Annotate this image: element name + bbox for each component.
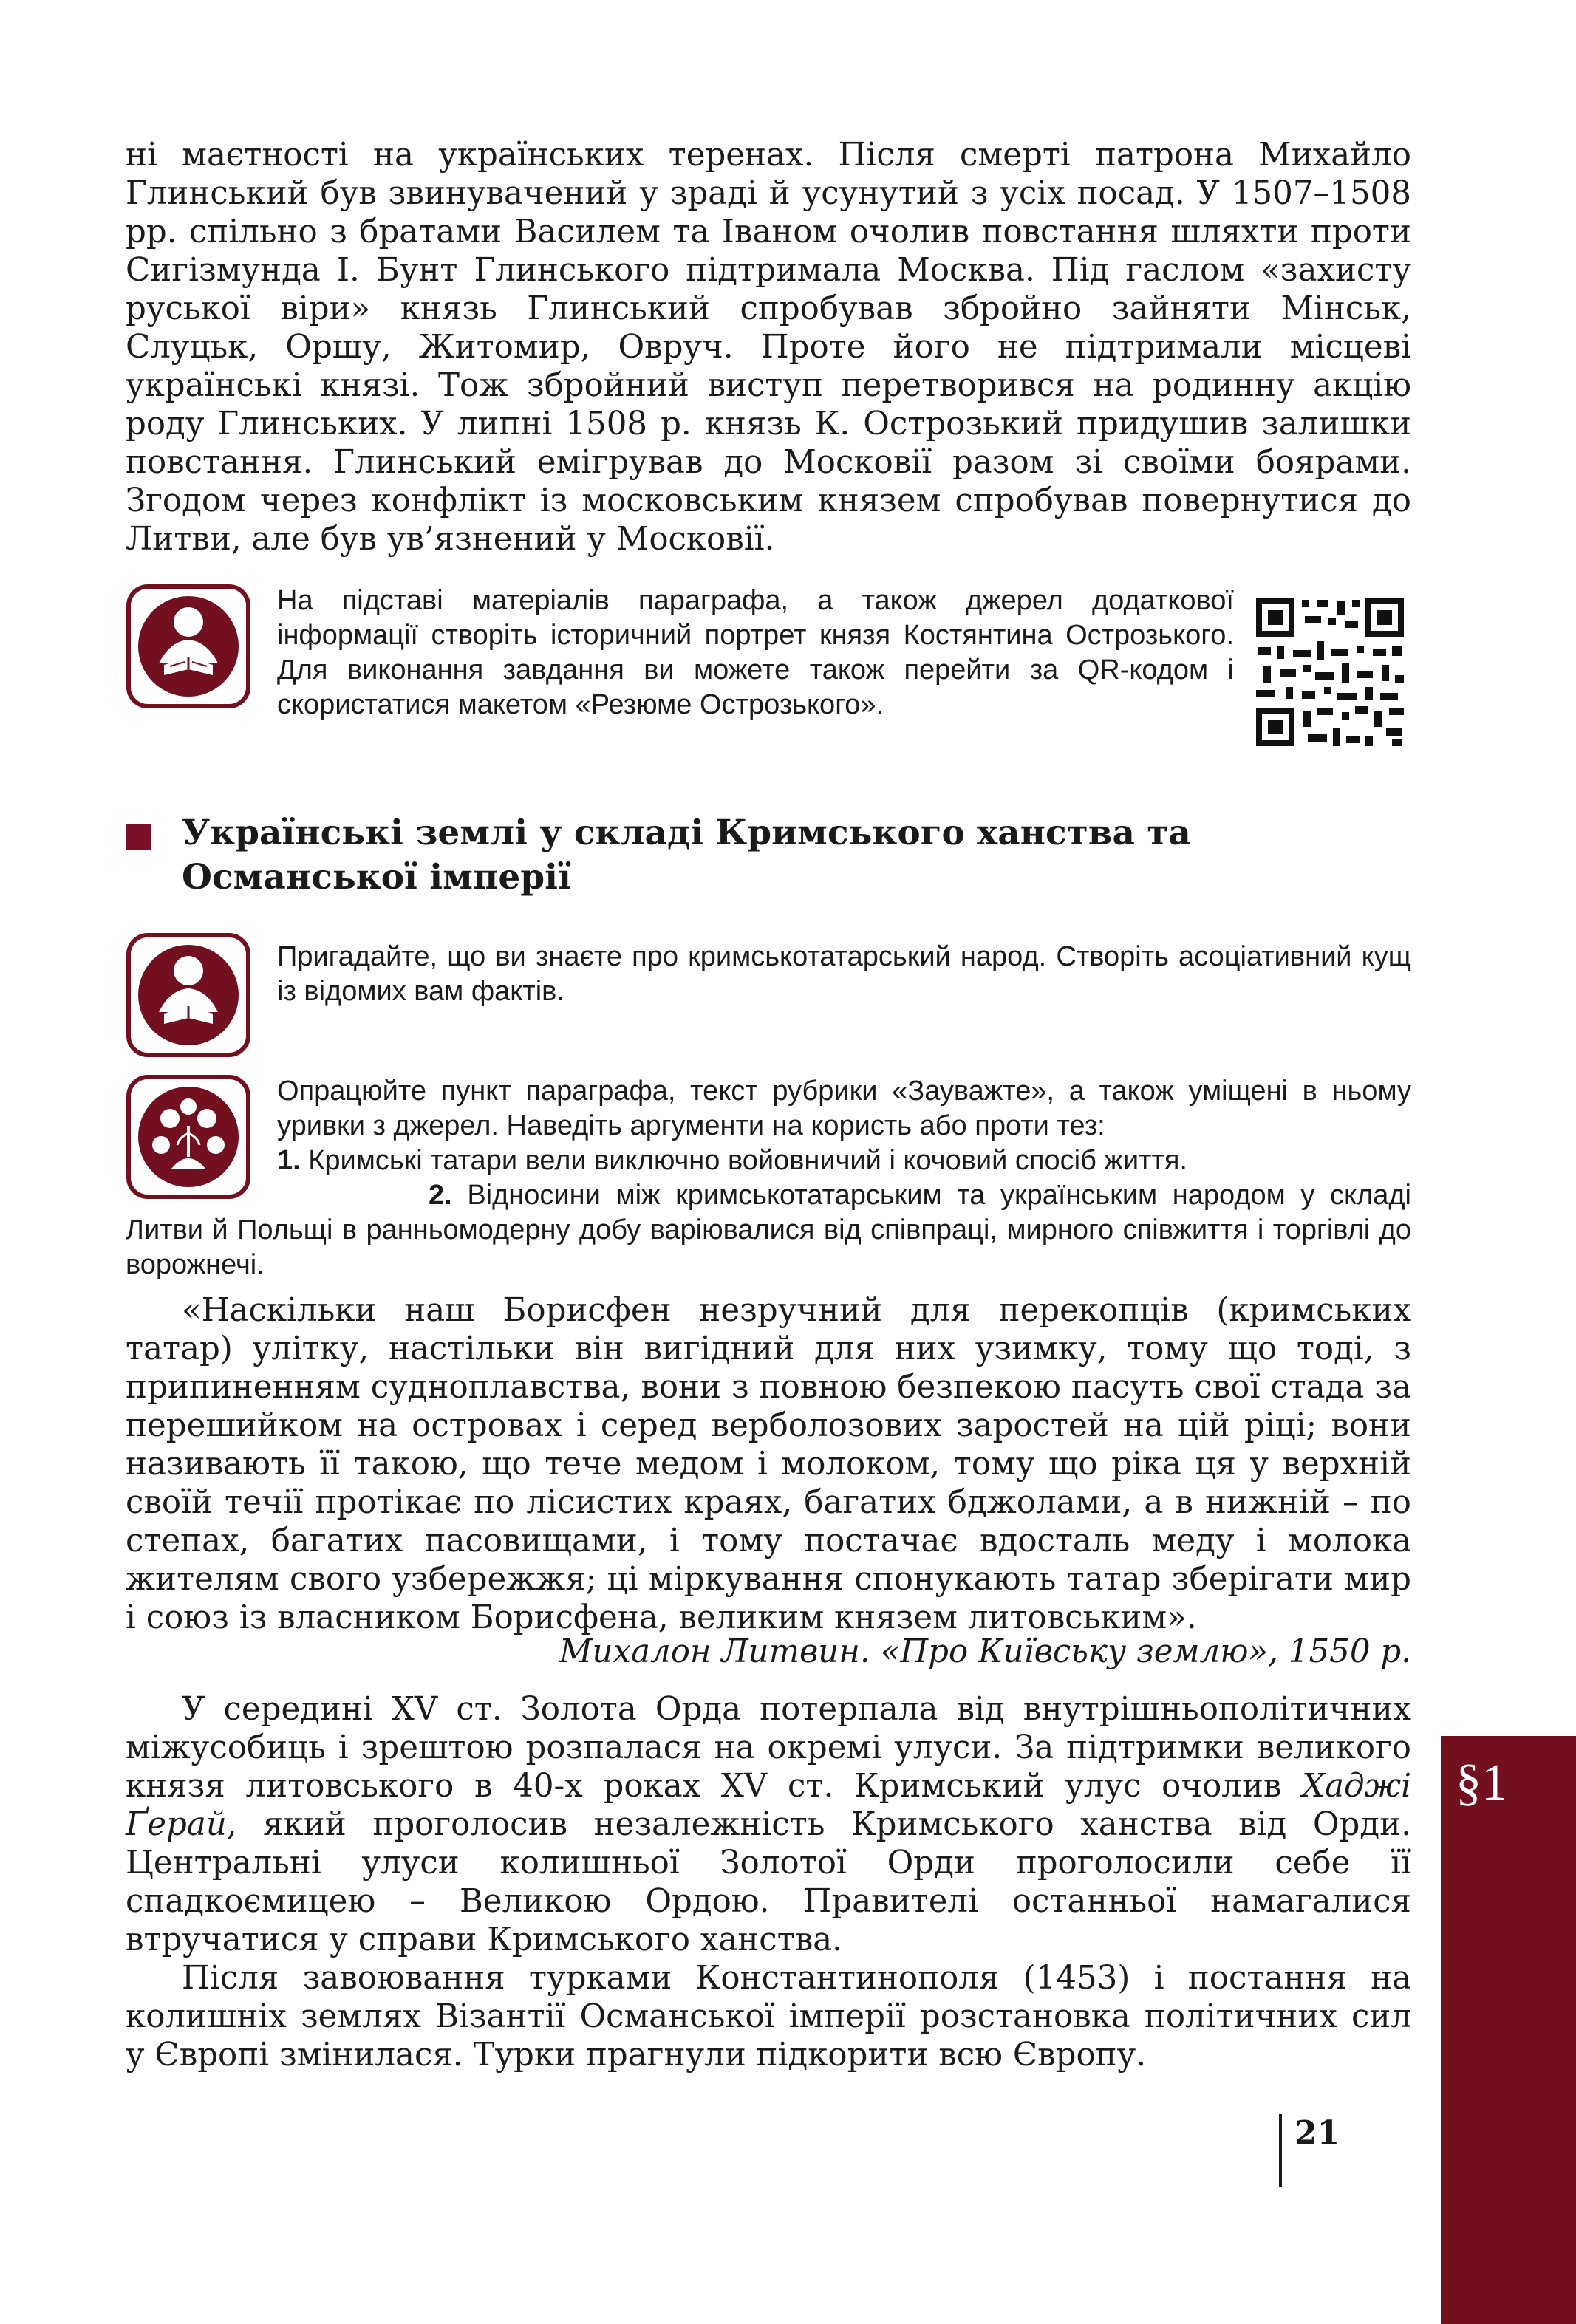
task-argue <box>126 1074 1411 1282</box>
source-quote-block <box>126 1291 1411 1637</box>
person-name-hadzhi-gerai: Хаджі Ґерай <box>126 1768 1411 1843</box>
intro-paragraph: ні маєтності на українських теренах. Після смерті патрона Михайло Глинський був звинувачений у зраді й усунутий з усіх посад. У 1507–1508 рр. спільно з братами Василем та Іваном очолив повстання шляхти проти Сигізмунда I. Бунт Глинського підтримала Москва. Під гаслом «захисту руської віри» князь Глинський спробував збройно зайняти Мінськ, Слуцьк, Оршу, Житомир, Овруч. Проте його не підтримали місцеві українські князі. Тож збройний виступ перетворився на родинну акцію роду Глинських. У липні 1508 р. князь К. Острозький придушив залишки повстання. Глинський емігрував до Московії разом зі своїми боярами. Згодом через конфлікт із московським князем спробував повернутися до Литви, але був ув’язнений у Московії. <box>126 137 1411 558</box>
page-number: 21 <box>1294 2114 1340 2152</box>
paragraph-golden-horde-part1: У середині XV ст. Золота Орда потерпала від внутрішньополітичних міжусобиць і зрештою розпалася на окремі улуси. За підтримки великого князя литовського в 40-х роках XV ст. Кримський улус очолив <box>126 1691 1411 1805</box>
paragraph-golden-horde-part2: , який проголосив незалежність Кримського ханства від Орди. Центральні улуси колишньої Золотої Орди проголосили себе її спадкоємицею – Великою Ордою. Правителі останньої намагалися втручатися у справи Кримського ханства. <box>126 1806 1411 1958</box>
task-recall-text: Пригадайте, що ви знаєте про кримськотатарський народ. Створіть асоціативний кущ із відомих вам фактів. <box>277 941 1411 1007</box>
task-argue-body <box>126 1074 1411 1282</box>
section-heading-text: Українські землі у складі Кримського ханства та Османської імперії <box>182 813 1191 898</box>
page-number-divider <box>1279 2114 1282 2187</box>
source-quote: «Наскільки наш Борисфен незручний для перекопців (кримських татар) улітку, настільки він вигідний для них узимку, тому що тоді, з припиненням судноплавства, вони з повною безпекою пасуть свої стада за перешийком на островах і серед верболозових заростей на цій ріці; вони називають її такою, що тече медом і молоком, тому що ріка ця у верхній своїй течії протікає по лісистих краях, багатих бджолами, а в нижній – по степах, багатих пасовищами, і тому постачає вдосталь меду і молока жителям свого узбережжя; ці міркування спонукають татар зберігати мир і союз із власником Борисфена, великим князем литовським». <box>126 1292 1411 1636</box>
paragraph-golden-horde <box>126 1690 1411 1959</box>
thinking-person-icon <box>126 584 251 709</box>
task-argue-text: Опрацюйте пункт параграфа, текст рубрики «Зауважте», а також уміщені в ньому уривки з джерел. Наведіть аргументи на користь або проти тез: <box>277 1076 1411 1141</box>
thesis-1-text: Кримські татари вели виключно войовничий і кочовий спосіб життя. <box>300 1145 1187 1176</box>
task-recall <box>126 932 1411 1009</box>
task-portrait-text: На підставі матеріалів параграфа, а також джерел додаткової інформації створіть історичний портрет князя Костянтина Острозького. Для виконання завдання ви можете також перейти за QR-кодом і скористатися макетом «Резюме Острозького». <box>277 585 1234 720</box>
thesis-1-number: 1. <box>277 1145 301 1176</box>
task-portrait-body <box>126 584 1234 722</box>
task-portrait <box>126 584 1411 722</box>
section-heading <box>126 811 1382 900</box>
heading-bullet-icon <box>126 824 151 850</box>
thesis-2-text: Відносини між кримськотатарським та українським народом у складі Литви й Польщі в ранньомодерну добу варіювалися від співпраці, мирного співжиття і торгівлі до ворожнечі. <box>126 1180 1411 1280</box>
intro-paragraph-block <box>126 136 1411 558</box>
thinking-person-icon <box>126 932 251 1058</box>
chapter-side-tab-label: §1 <box>1456 1754 1507 1811</box>
qr-code-icon[interactable] <box>1234 584 1411 753</box>
group-work-icon <box>126 1074 251 1200</box>
thesis-2-number: 2. <box>429 1180 452 1211</box>
main-paragraphs <box>126 1690 1411 2074</box>
chapter-side-tab <box>1441 1736 1576 2324</box>
quote-source: Михалон Литвин. «Про Київську землю», 1550 р. <box>559 1633 1411 1670</box>
paragraph-constantinople: Після завоювання турками Константинополя (1453) і постання на колишніх землях Візантії Османської імперії розстановка політичних сил у Європі змінилася. Турки прагнули підкорити всю Європу. <box>126 1960 1411 2074</box>
